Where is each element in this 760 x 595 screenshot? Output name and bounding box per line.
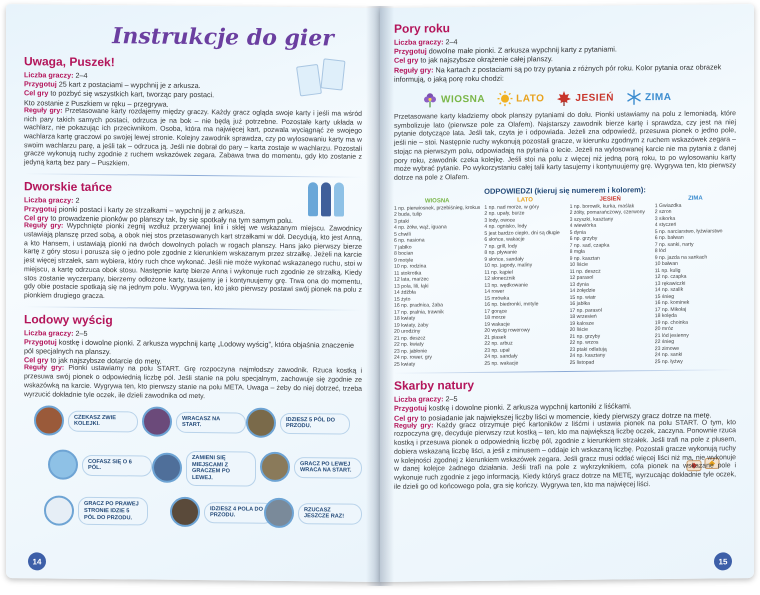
page-number: 14 xyxy=(28,552,46,570)
seasons-legend xyxy=(422,88,736,107)
answer-row: 3 lody, owoce xyxy=(484,217,516,224)
answer-row: 5 jest bardzo ciepło, dni są długie xyxy=(484,229,560,237)
answer-row: 13 rękawiczki xyxy=(654,280,686,287)
season-winter: ZIMA xyxy=(626,89,671,105)
answer-row: 14 żołędzie xyxy=(569,287,596,295)
game-field: Cel gry to prowadzenie pionków po planszy tak, by się spotkały na tym samym polu. xyxy=(24,213,293,226)
answers-column-spring xyxy=(394,198,480,368)
game-pory-roku xyxy=(394,18,736,368)
answer-row: 12 parasol xyxy=(569,274,594,282)
game-field: Przygotuj 25 kart z postaciami – wypchnij je z arkusza. xyxy=(24,79,201,91)
game-heading: Uwaga, Puszek! xyxy=(24,54,115,70)
answer-row: 24 np. sandały xyxy=(484,353,518,361)
answer-row: 8 np. pływanie xyxy=(484,249,517,257)
game-field: Przygotuj dowolne małe pionki. Z arkusza wypchnij karty z pytaniami. xyxy=(394,44,617,57)
game-field: Liczba graczy: 2–5 xyxy=(394,394,458,404)
game-rules: Przetasowane karty kładziemy obok planszy pytaniami do dołu. Pionki ustawiamy na polu z lemoniadą, które symbolizuje lato (pierwsze pole za Olafem). Najstarszy zawodnik bierze kartę i sprawdza, czy jest na niej pytanie dotyczące lata. Jeśli tak, czyta je i odpowiada. Jeżeli zna odpowiedź, przesuwa pionek o jedno pole, jeśli nie – stoi. Następnie ruchy wykonują pozostali gracze, w kierunku zgodnym z ruchem wskazówek zegara – stojąc na pierwszym polu, odpowiadają na pytania o lecie. Jeżeli na wylosowanej karcie nie ma pytania z danej pory roku, zawodnik czeka kolejkę. Jeśli stoi na polu z więcej niż jedną porą roku, to po wylosowaniu karty może wybrać pytanie. Po wykorzystaniu całej talii karty tasujemy i kontynuujemy grę. Wygrywa ten, kto pierwszy dotrze na pole z Olafem. xyxy=(394,110,736,182)
answer-row: 9 motyle xyxy=(394,257,414,264)
game-field: Cel gry to jak najszybsze dotarcie do mety. xyxy=(24,355,162,366)
answer-row: 22 np. kwiaty xyxy=(394,341,424,348)
answer-row: 6 np. nasiona xyxy=(394,237,425,244)
answer-row: 17 np. Mikołaj xyxy=(654,306,687,313)
answer-row: 16 np. kominek xyxy=(654,299,690,307)
answer-row: 7 np. grill, lody xyxy=(484,243,518,250)
answer-row: 9 słońce, sandały xyxy=(484,256,524,263)
snowflake-icon xyxy=(626,89,642,105)
character-portrait-icon xyxy=(152,453,182,483)
game-field: Liczba graczy: 2–4 xyxy=(24,70,88,80)
special-field-tile: CZEKASZ ZWIE KOLEJKI. xyxy=(34,406,138,437)
answer-row: 11 np. kulig xyxy=(654,267,681,274)
page-title: Instrukcje do gier xyxy=(112,23,334,52)
answer-row: 9 np. jazda na sankach xyxy=(654,254,708,261)
special-fields-legend xyxy=(24,406,362,550)
right-page-content xyxy=(394,14,736,572)
answer-row: 10 liście xyxy=(569,261,588,269)
answer-row: 12 np. czapka xyxy=(654,273,687,281)
character-portrait-icon xyxy=(142,407,172,437)
answer-row: 6 np. bałwan xyxy=(654,234,684,242)
answers-column-header: ZIMA xyxy=(688,195,703,202)
violet-flower-icon xyxy=(422,91,438,107)
answer-row: 3 szyszki, kasztany xyxy=(569,216,614,223)
maple-leaf-icon xyxy=(556,90,572,106)
answer-row: 22 np. wrzos xyxy=(569,339,599,347)
character-portrait-icon xyxy=(246,408,276,438)
answer-row: 16 np. pradnica, żaba xyxy=(394,302,443,309)
answer-row: 20 mróz xyxy=(654,326,674,333)
game-rules: Reguły gry: Przetasowane karty rozdajemy między graczy. Każdy gracz ogląda swoje karty i jeśli ma wśród nich pary takich samych postaci, odrzuca je na bok – nie będą już potrzebne. Pozostałe karty układa w wachlarz, nie pokazując ich przeciwnikom. Osoba, która ma najwięcej kart, pozwala wyciągnąć ze swojego wachlarza kartę graczowi po swojej lewej stronie. Kolejny zawodnik sprawdza, czy po wylosowaniu karty ma w swoim wachlarzu parę, a jeśli tak – odrzuca ją. Jeśli nie dobrał do pary – karta zostaje w wachlarzu. Pozostali gracze wykonują ruchy zgodnie z ruchem wskazówek zegara. Zabawa trwa do momentu, gdy kto zostanie z jedyną kartą bez pary – Puszkiem. xyxy=(24,107,362,168)
answers-column-winter xyxy=(655,195,736,365)
answer-row: 9 np. kasztan xyxy=(569,255,600,262)
answers-table xyxy=(394,195,736,368)
game-heading: Pory roku xyxy=(394,21,451,36)
character-portrait-icon xyxy=(34,406,64,436)
answer-row: 21 np. grzyby xyxy=(569,333,601,340)
page-number: 15 xyxy=(714,552,732,570)
special-field-tile: RZUCASZ JESZCZE RAZ! xyxy=(264,498,362,529)
answer-row: 25 kwiaty xyxy=(394,361,416,368)
game-lodowy-wyscig xyxy=(24,312,362,403)
game-field: Liczba graczy: 2–4 xyxy=(394,37,458,47)
answer-row: 13 np. wędkowanie xyxy=(484,282,528,289)
special-field-tile: IDZIESZ 4 POLA DO PRZODU. xyxy=(170,497,274,528)
game-field: Przygotuj kostkę i dowolne pionki. Z arkusza wypchnij kartoniki z liśćkami. xyxy=(394,401,632,414)
answer-row: 18 kwiaty xyxy=(394,315,416,322)
answer-row: 23 np. upał xyxy=(484,347,510,354)
game-field: Liczba graczy: 2–5 xyxy=(24,327,88,338)
answer-row: 5 chwili xyxy=(394,231,411,238)
game-dworskie-tance xyxy=(24,179,362,304)
answer-row: 2 buda, tulip xyxy=(394,211,422,218)
game-rules: Reguły gry: Pionki ustawiamy na polu START. Grę rozpoczyna najmłodszy zawodnik. Rzuca kostką i przesuwa swój pionek o odpowiednią liczbę pól. Jeśli stanie na polu specjalnym, zachowuje się zgodnie ze wskazówką na karcie. Wygrywa ten, kto pierwszy stanie na polu META. Uwaga – żeby do niej dotrzeć, trzeba wyrzucić dokładnie tyle oczek, ile dzieli zawodnika od mety. xyxy=(24,364,363,400)
game-skarby-natury xyxy=(394,375,736,492)
answer-row: 11 stokrotka xyxy=(394,270,422,277)
season-spring: WIOSNA xyxy=(422,91,485,108)
game-field: Cel gry to jak najszybsze okrążenie całej planszy. xyxy=(394,54,553,66)
answer-row: 22 np. arbuz xyxy=(484,340,513,348)
character-cards-illustration xyxy=(298,59,352,116)
answer-row: 10 np. rodzina xyxy=(394,263,427,270)
special-field-tile: GRACZ PO PRAWEJ STRONIE IDZIE 5 PÓL DO PRZODU. xyxy=(44,496,148,527)
section-divider xyxy=(24,173,362,178)
answer-row: 7 jabłko xyxy=(394,244,412,251)
character-portrait-icon xyxy=(44,496,74,526)
special-field-tile: IDZIESZ 5 PÓL DO PRZODU. xyxy=(246,408,350,439)
answer-row: 7 np. sanki, narty xyxy=(654,241,694,248)
section-divider xyxy=(24,306,362,311)
answer-row: 20 urodziny xyxy=(394,328,421,335)
game-field: Przygotuj kostkę i dowolne pionki. Z arkusza wypchnij kartę „Lodowy wyścig”, która objaśnia znaczenie pól specjalnych na planszy. xyxy=(24,337,354,357)
answer-row: 19 kwiaty, żaby xyxy=(394,322,429,329)
answer-row: 21 piasek xyxy=(484,334,507,341)
answer-row: 8 bocian xyxy=(394,250,414,257)
answer-row: 18 kolęda xyxy=(654,312,677,320)
answer-row: 24 np. kasztany xyxy=(569,352,606,360)
answer-row: 23 ptaki odlatują xyxy=(569,346,607,353)
answer-row: 19 kalosze xyxy=(569,320,594,327)
answer-row: 17 np. pralnia, trawnik xyxy=(394,308,444,316)
game-rules: Reguły gry: Każdy gracz otrzymuje pięć kartoników z liśćmi i ustawia pionek na polu START. O tym, kto rozpoczyna grę, decyduje pierwszy rzut kostką – ten, kto ma największą liczbę oczek, zaczyna. Ponownie rzuca kostką i przesuwa pionek o odpowiednią liczbę pól, zgodnie z kierunkiem strzałek. Jeśli trafi na pole z plusem, dobiera wskazaną liczbę liści, a jeśli z minusem – oddaje ich wskazaną liczbę. Pozostali gracze wykonują ruchy w kolejności zgodnej z kierunkiem wskazówek zegara. Jeśli gracz musi oddać więcej liści niż ma, nie wykonuje w danej kolejce żadnego działania. Jeśli trafi na pole z wykrzyknikiem, cofa pionek na wskazane pole i wykonuje ruch zgodnie z jego informacją. Kiedy któryś gracz dotrze na METĘ, wyrzucając dokładnie tyle oczek, ile dzieli go od końcowego pola, gra się kończy. Wygrywa ten, kto ma najwięcej liści. xyxy=(394,418,737,491)
answer-row: 14 rower xyxy=(484,288,505,296)
answer-row: 17 np. parasol xyxy=(569,307,602,314)
open-booklet xyxy=(6,6,754,586)
answer-row: 6 słońce, wakacje xyxy=(484,236,525,244)
character-portrait-icon xyxy=(48,450,78,480)
answer-row: 21 lód jesienny xyxy=(654,332,689,339)
answer-row: 15 śnieg xyxy=(654,293,675,300)
answer-row: 6 np. grzyby xyxy=(569,235,598,243)
answer-row: 3 ptaki xyxy=(394,218,410,225)
answer-row: 16 jabłka xyxy=(569,300,590,308)
answer-row: 10 np. jagody, maliny xyxy=(484,262,533,270)
answer-row: 18 morze xyxy=(484,314,506,322)
game-field: Kto zostanie z Puszkiem w ręku – przegrywa. xyxy=(24,97,169,109)
special-field-tile: WRACASZ NA START. xyxy=(142,407,246,438)
answer-row: 1 Gwiazdka xyxy=(654,202,682,209)
answer-row: 21 np. deszcz xyxy=(394,335,426,342)
left-page-content xyxy=(24,14,362,572)
right-page xyxy=(380,4,754,582)
answer-row: 5 dynia xyxy=(569,229,587,236)
answers-column-header: LATO xyxy=(517,196,533,204)
answer-row: 25 np. wakacje xyxy=(484,360,519,367)
answer-row: 23 np. jabłonie xyxy=(394,348,428,355)
character-portrait-icon xyxy=(170,497,200,527)
answer-row: 25 np. łyżwy xyxy=(654,358,683,365)
answer-row: 15 np. wiatr xyxy=(569,294,596,301)
answer-row: 4 wiewiórka xyxy=(569,222,597,230)
game-field: Reguły gry: Na kartach z postaciami są po trzy pytania z różnych pór roku. Kolor pytania oraz obrazek informują, o jaką porę roku chodzi: xyxy=(394,61,722,84)
answer-row: 4 np. ognisko, lody xyxy=(484,223,527,231)
game-heading: Lodowy wyścig xyxy=(24,311,113,327)
answer-row: 20 wyścig rowerowy xyxy=(484,327,530,335)
answers-column-header: WIOSNA xyxy=(424,197,450,205)
game-field: Cel gry to pozbyć się wszystkich kart, tworząc pary postaci. xyxy=(24,88,215,100)
character-portrait-icon xyxy=(264,498,294,528)
answer-row: 12 lata, marzec xyxy=(394,276,429,283)
answer-row: 1 np. borowik, kurka, maślak xyxy=(569,202,635,210)
answers-title: ODPOWIEDZI (kieruj się numerem i kolorem): xyxy=(484,184,646,196)
answer-row: 19 wakacje xyxy=(484,321,510,328)
answer-row: 2 np. upały, burze xyxy=(484,210,525,218)
game-field: Cel gry to posiadanie jak największej liczby liści w momencie, kiedy pierwszy gracz dotrze na metę. xyxy=(394,410,712,423)
answer-row: 10 bałwan xyxy=(654,260,679,268)
special-field-tile: GRACZ PO LEWEJ WRACA NA START. xyxy=(260,452,362,483)
character-portrait-icon xyxy=(260,452,290,482)
answer-row: 12 słonecznik xyxy=(484,275,516,283)
answer-row: 5 np. narciarstwo, łyżwiarstwo xyxy=(654,228,723,235)
answer-row: 8 mgła xyxy=(569,248,585,256)
answer-row: 1 np. pierwiosnek, przebiśnieg, krokus xyxy=(394,204,481,212)
answer-row: 11 np. kąpiel xyxy=(484,269,513,276)
answer-row: 20 liście xyxy=(569,326,588,334)
answer-row: 4 np. żółw, wąż, iguana xyxy=(394,224,447,231)
answer-row: 15 żyto xyxy=(394,296,411,303)
answer-row: 8 lód xyxy=(654,248,666,255)
answer-row: 1 np. nad morze, w góry xyxy=(484,203,540,211)
season-autumn: JESIEŃ xyxy=(556,90,614,107)
game-heading: Dworskie tańce xyxy=(24,178,113,194)
answer-row: 16 np. biedronki, motyle xyxy=(484,301,539,309)
answer-row: 14 źdźbła xyxy=(394,289,416,296)
season-summer: LATO xyxy=(497,90,544,106)
answer-row: 2 szron xyxy=(654,209,672,216)
special-field-tile: COFASZ SIĘ O 6 PÓL. xyxy=(48,450,152,481)
section-divider xyxy=(394,369,736,374)
answer-row: 19 np. choinka xyxy=(654,319,688,326)
answer-row: 11 np. deszcz xyxy=(569,268,601,275)
answer-row: 2 żółty, pomarańczowy, czerwony xyxy=(569,209,645,217)
answer-row: 24 np. rower, gry xyxy=(394,354,432,361)
answer-row: 3 sikorka xyxy=(654,215,676,222)
game-uwaga-puszek xyxy=(24,54,362,171)
answers-column-header: JESIEŃ xyxy=(599,196,621,203)
answer-row: 18 wrzesień xyxy=(569,313,597,321)
answer-row: 24 np. sanki xyxy=(654,351,683,359)
game-rules: Reguły gry: Wypchnięte pionki zegnij wzdłuż przerywanej linii i sklej we wskazanym miejscu. Zawodnicy ustawiają planszę przed sobą, a obok niej stos przetasowanych kart strzałkami w dół. Decydują, kto jest Anną, a kto Hansem, i ustawiają pionki na dwóch dowolnych polach w rogach planszy. Hans jako pierwszy bierze kartę z góry stosu i porusza się o jedno pole zgodnie z kierunkiem wskazanym przez strzałkę. Jeżeli na karcie jest więcej strzałek, sam wybiera, który ruch chce wykonać. Jeśli nie może wykonać wskazanego ruchu, stoi w miejscu, a kartę odrzuca obok stosu. Następnie kartę bierze Anna i wykonuje ruch zgodnie ze strzałką. Kiedy stos zostanie wyczerpany, bierzemy odłożone karty, tasujemy je i kontynuujemy grę. Trwa ona do momentu, gdy obie postacie spotkają się na jednym polu. Wygrywa ten, kto jako pierwszy postawi swój pionek na polu z pionkiem drugiego gracza. xyxy=(24,222,363,301)
answer-row: 13 pola, lili, łąki xyxy=(394,283,429,290)
dancers-illustration xyxy=(308,182,352,220)
answers-column-autumn xyxy=(570,196,651,366)
answer-row: 23 zimowe xyxy=(654,345,680,352)
answer-row: 15 mrówka xyxy=(484,295,510,302)
sun-icon xyxy=(497,91,513,107)
answer-row: 25 listopad xyxy=(569,359,595,366)
game-field: Przygotuj pionki postaci i karty ze strzałkami – wypchnij je z arkusza. xyxy=(24,204,246,216)
answers-column-summer xyxy=(484,197,565,367)
special-field-tile: ZAMIENI SIĘ MIEJSCAMI Z GRACZEM PO LEWEJ. xyxy=(152,451,256,486)
answer-row: 14 np. szalik xyxy=(654,286,684,294)
answer-row: 13 dynia xyxy=(569,281,589,288)
answer-row: 7 np. sad, czapka xyxy=(569,242,610,249)
game-heading: Skarby natury xyxy=(394,378,475,393)
answer-row: 17 gorące xyxy=(484,308,508,315)
left-page xyxy=(6,4,380,582)
answer-row: 22 śnieg xyxy=(654,339,675,346)
answer-row: 4 styczeń xyxy=(654,221,677,229)
game-field: Liczba graczy: 2 xyxy=(24,194,80,205)
